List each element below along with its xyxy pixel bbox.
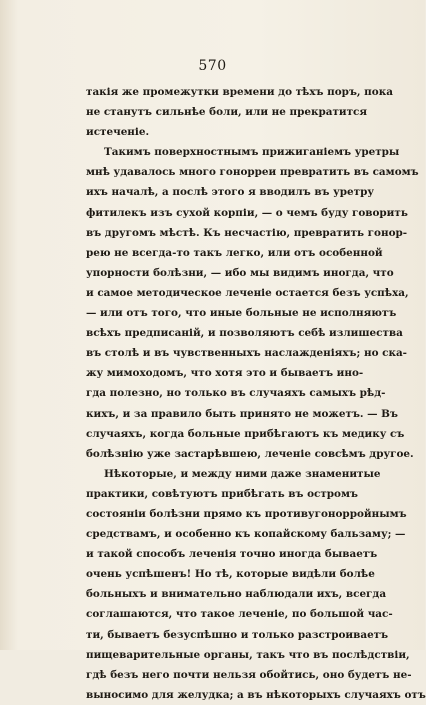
text-line: въ столѣ и въ чувственныхъ наслажденіяхъ; но ска- — [86, 347, 407, 360]
text-line: Такимъ поверхностнымъ прижиганіемъ уретры — [104, 146, 400, 159]
text-line: и самое методическое леченіе остается безъ успѣха, — [86, 286, 409, 299]
text-line: средствамъ, и особенно къ копайскому бальзаму; — — [86, 528, 406, 541]
text-line: гдѣ безъ него почти нельзя обойтись, оно будетъ не- — [86, 668, 412, 681]
text-line: Нѣкоторые, и между ними даже знаменитые — [104, 467, 381, 480]
text-line: кихъ, и за правило быть принято не можетъ. — Въ — [86, 407, 398, 420]
text-line: практики, совѣтуютъ прибѣгать въ остромъ — [86, 487, 358, 500]
text-line: очень успѣшенъ! Но тѣ, которые видѣли болѣе — [86, 568, 375, 581]
text-line: не станутъ сильнѣе боли, или не прекратится — [86, 106, 368, 119]
text-line: состояніи болѣзни прямо къ противугонорройнымъ — [86, 507, 407, 520]
text-line: мнѣ удавалось много гонорреи превратить въ самомъ — [86, 166, 419, 179]
text-line: упорности болѣзни, — ибо мы видимъ иногда, что — [86, 266, 394, 279]
text-line: соглашаются, что такое леченіе, по большой час- — [86, 608, 393, 621]
text-line: больныхъ и внимательно наблюдали ихъ, всегда — [86, 588, 387, 601]
text-line: жу мимоходомъ, что хотя это и бываетъ ино- — [86, 367, 364, 380]
text-line: болѣзнію уже застарѣвшею, леченіе совсѣмъ другое. — [86, 447, 414, 460]
text-line: ти, бываетъ безуспѣшно и только разстроиваетъ — [86, 628, 389, 641]
text-line: пищеварительные органы, такъ что въ послѣдствіи, — [86, 648, 410, 661]
text-line: и такой способъ леченія точно иногда бываетъ — [86, 548, 378, 561]
text-line: истеченіе. — [86, 126, 150, 139]
text-line: рею не всегда-то такъ легко, или отъ особенной — [86, 246, 383, 259]
text-line: случаяхъ, когда больные прибѣгаютъ къ медику съ — [86, 427, 405, 440]
text-line: фитилекъ изъ сухой корпіи, — о чемъ буду говорить — [86, 206, 408, 219]
page-number: 570 — [198, 58, 227, 74]
text-line: выносимо для желудка; а въ нѣкоторыхъ случаяхъ отъ — [86, 688, 426, 701]
text-line: въ другомъ мѣстѣ. Къ несчастію, превратить гонор- — [86, 226, 408, 239]
body-text — [86, 82, 426, 705]
text-line: такія же промежутки времени до тѣхъ поръ, пока — [86, 86, 393, 98]
text-line: гда полезно, но только въ случаяхъ самыхъ рѣд- — [86, 387, 386, 400]
text-line: ихъ началѣ, а послѣ этого я вводилъ въ уретру — [86, 186, 375, 199]
text-line: — или отъ того, что иные больные не исполняютъ — [86, 307, 397, 320]
text-line: всѣхъ предписаній, и позволяютъ себѣ излишества — [86, 327, 403, 340]
